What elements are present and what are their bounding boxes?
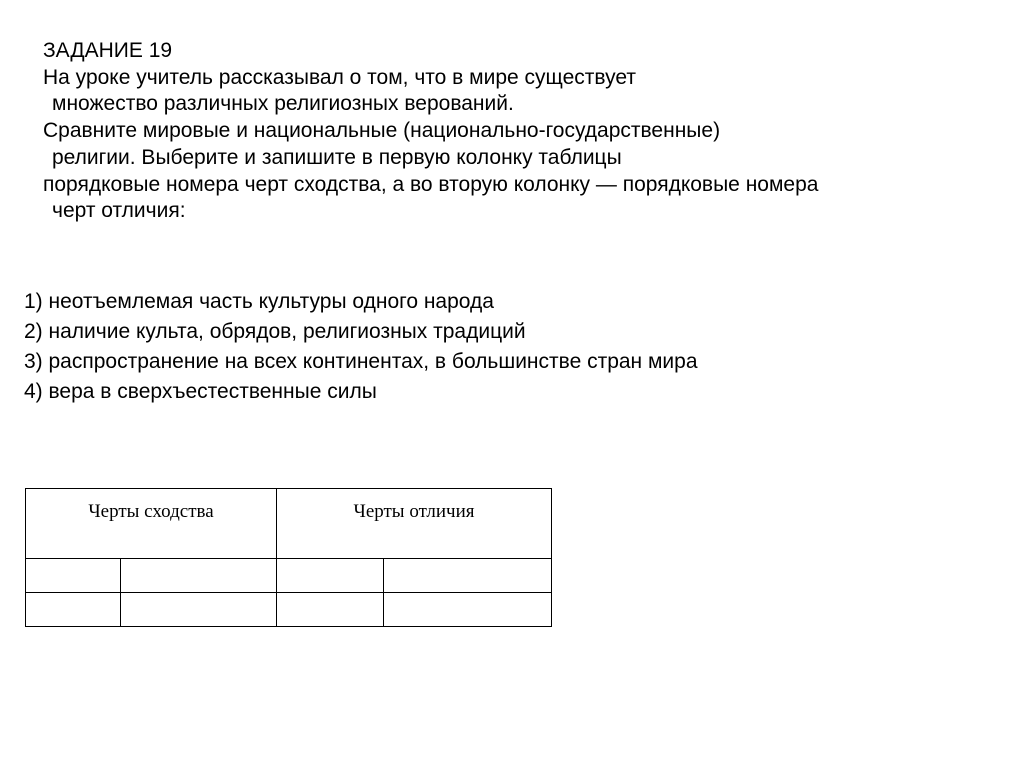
table-row	[26, 593, 552, 627]
answer-cell[interactable]	[121, 559, 277, 593]
answer-cell[interactable]	[277, 593, 384, 627]
task-line-1: На уроке учитель рассказывал о том, что в мире существует	[43, 65, 636, 89]
task-line-2: множество различных религиозных верований.	[52, 92, 514, 116]
task-line-4: религии. Выберите и запишите в первую колонку таблицы	[52, 145, 622, 169]
answer-cell[interactable]	[384, 559, 552, 593]
table-header-row	[26, 489, 552, 559]
task-line-5: порядковые номера черт сходства, а во вторую колонку — порядковые номера	[43, 172, 819, 196]
option-3: 3) распространение на всех континентах, в большинстве стран мира	[24, 350, 698, 373]
answer-cell[interactable]	[277, 559, 384, 593]
task-statement	[43, 38, 1003, 225]
answer-cell[interactable]	[26, 593, 121, 627]
option-4: 4) вера в сверхъестественные силы	[24, 380, 377, 403]
option-2: 2) наличие культа, обрядов, религиозных традиций	[24, 320, 526, 343]
header-similarities: Черты сходства	[26, 489, 277, 559]
option-1: 1) неотъемлемая часть культуры одного народа	[24, 290, 494, 313]
answer-cell[interactable]	[121, 593, 277, 627]
options-list	[24, 287, 984, 407]
answer-cell[interactable]	[384, 593, 552, 627]
task-line-6: черт отличия:	[52, 199, 186, 223]
header-differences: Черты отличия	[277, 489, 552, 559]
answer-cell[interactable]	[26, 559, 121, 593]
task-line-3: Сравните мировые и национальные (национально-государственные)	[43, 119, 721, 143]
task-title: ЗАДАНИЕ 19	[43, 39, 173, 62]
answer-table	[25, 488, 552, 627]
table-row	[26, 559, 552, 593]
